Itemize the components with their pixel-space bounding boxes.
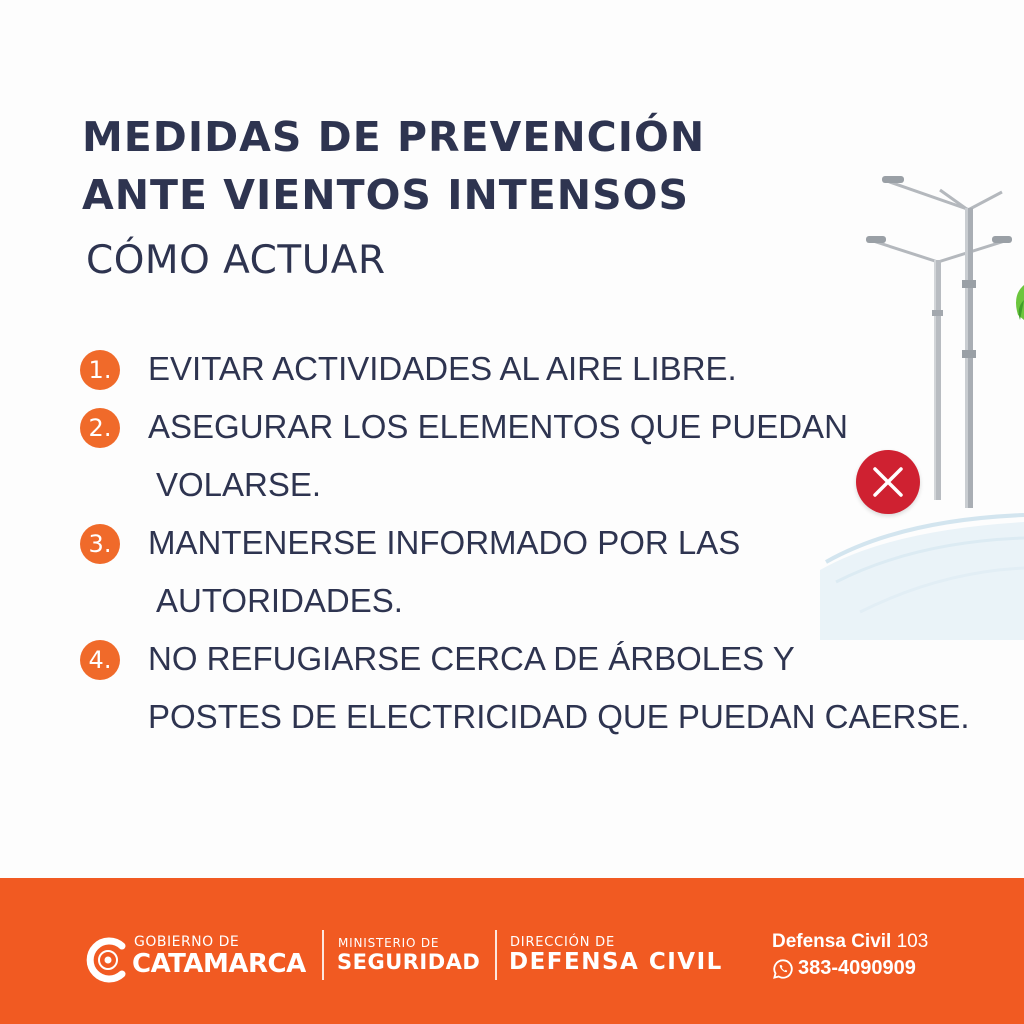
- step-number-badge: 2.: [80, 408, 120, 448]
- direccion-label: DIRECCIÓN DE: [510, 935, 615, 950]
- step-text: MANTENERSE INFORMADO POR LAS: [148, 524, 741, 561]
- step-text: ASEGURAR LOS ELEMENTOS QUE PUEDAN: [148, 408, 848, 445]
- contact-number: 103: [896, 931, 929, 952]
- step-number-badge: 3.: [80, 524, 120, 564]
- step-text-continued: VOLARSE.: [156, 466, 322, 503]
- whatsapp-icon: [772, 958, 794, 980]
- ministerio-label: MINISTERIO DE: [338, 936, 440, 950]
- contact-name: Defensa Civil: [772, 931, 892, 952]
- whatsapp-line: [772, 957, 928, 980]
- defensa-civil-label: DEFENSA CIVIL: [509, 949, 723, 975]
- whatsapp-number: 383-4090909: [798, 957, 916, 979]
- list-item: [80, 630, 980, 746]
- divider: [322, 930, 324, 980]
- emergency-line: [772, 931, 928, 953]
- step-number-badge: 4.: [80, 640, 120, 680]
- page-title: [82, 108, 705, 224]
- step-text-continued: POSTES DE ELECTRICIDAD QUE PUEDAN CAERSE.: [148, 698, 970, 735]
- title-line-2: ANTE VIENTOS INTENSOS: [82, 171, 689, 219]
- step-text-continued: AUTORIDADES.: [156, 582, 403, 619]
- step-text: EVITAR ACTIVIDADES AL AIRE LIBRE.: [148, 350, 737, 387]
- close-icon: [856, 450, 920, 514]
- subtitle: CÓMO ACTUAR: [86, 238, 386, 283]
- step-text: NO REFUGIARSE CERCA DE ÁRBOLES Y: [148, 640, 795, 677]
- divider: [495, 930, 497, 980]
- catamarca-label: CATAMARCA: [132, 949, 306, 979]
- footer: [0, 878, 1024, 1024]
- catamarca-emblem-icon: [82, 934, 134, 986]
- title-line-1: MEDIDAS DE PREVENCIÓN: [82, 113, 706, 161]
- step-number-badge: 1.: [80, 350, 120, 390]
- street-lamps-icon: [820, 170, 1024, 640]
- contact-info: [772, 931, 928, 980]
- seguridad-label: SEGURIDAD: [337, 950, 481, 974]
- gobierno-label: GOBIERNO DE: [134, 934, 240, 950]
